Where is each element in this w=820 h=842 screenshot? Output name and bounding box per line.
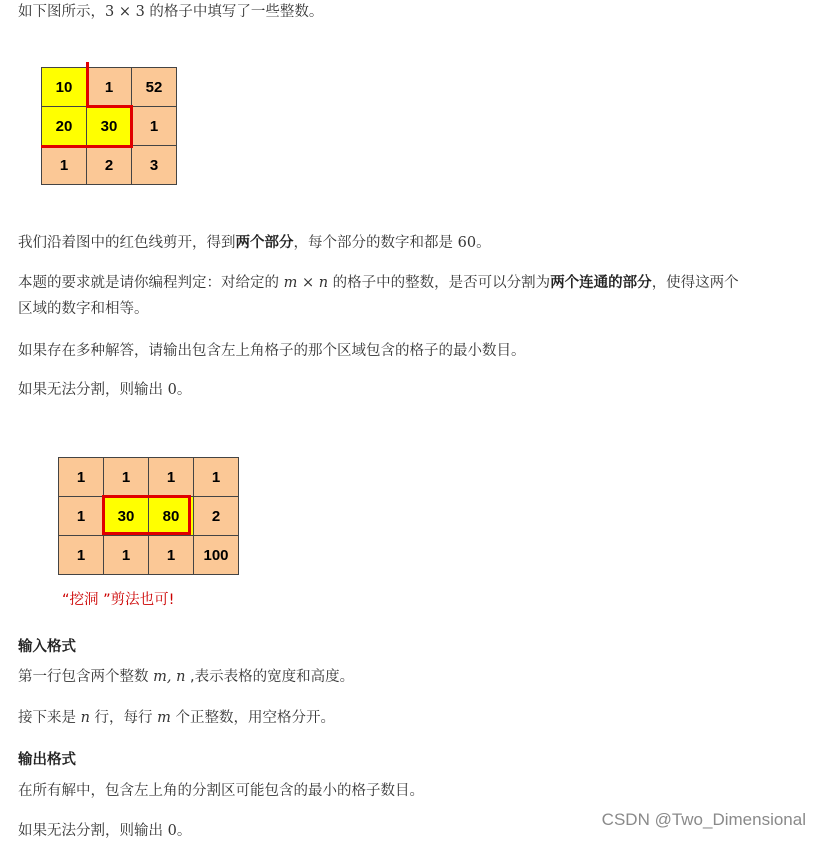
- para-no-split: [18, 379, 191, 401]
- output-line-1: 在所有解中，包含左上角的分割区可能包含的最小的格子数目。: [18, 783, 424, 799]
- grid2-cell: 1: [59, 458, 104, 497]
- para4-suffix: 。: [176, 382, 192, 398]
- grid2-cell: 80: [149, 497, 194, 536]
- grid1-cell: 20: [42, 107, 87, 146]
- output-line2-prefix: 如果无法分割，则输出: [18, 823, 168, 839]
- grid1-cell: 1: [42, 146, 87, 185]
- cut-line: [41, 145, 133, 148]
- hole-cut-outline: [102, 495, 191, 535]
- para-requirement-line2: 区域的数字和相等。: [18, 301, 149, 317]
- output-line-2: [18, 820, 191, 842]
- para2-prefix: 本题的要求就是请你编程判定：对给定的: [18, 275, 284, 291]
- para1-bold: 两个部分: [235, 235, 294, 251]
- grid1-cell: 3: [132, 146, 177, 185]
- times-sign: ×: [297, 275, 319, 291]
- var-n: n: [318, 275, 329, 291]
- para4-prefix: 如果无法分割，则输出: [18, 382, 168, 398]
- input-line2-mid: 行，每行: [89, 710, 158, 726]
- grid2-cell: 1: [59, 497, 104, 536]
- cut-line: [130, 105, 133, 148]
- para-requirement: [18, 272, 739, 294]
- intro-math: 3 × 3: [105, 4, 145, 20]
- grid2-cell: 1: [104, 536, 149, 575]
- para2-suffix: ，使得这两个: [651, 275, 739, 291]
- example-grid-1: [41, 67, 177, 185]
- intro-text: [18, 1, 323, 23]
- input-line-1: [18, 666, 354, 688]
- para2-bold: 两个连通的部分: [550, 275, 652, 291]
- grid2-cell: 100: [194, 536, 239, 575]
- grid1-cell: 52: [132, 68, 177, 107]
- output-line2-suffix: 。: [176, 823, 192, 839]
- para-multiple-answers: 如果存在多种解答，请输出包含左上角格子的那个区域包含的格子的最小数目。: [18, 343, 526, 359]
- para4-num: 0: [167, 382, 177, 398]
- grid2-cell: 2: [194, 497, 239, 536]
- grid2-cell: 1: [149, 536, 194, 575]
- input-heading: 输入格式: [18, 639, 76, 655]
- grid1-cell: 30: [87, 107, 132, 146]
- input-line2-prefix: 接下来是: [18, 710, 81, 726]
- para1-suffix: 。: [476, 235, 491, 251]
- input-line-2: [18, 707, 335, 729]
- intro-suffix: 的格子中填写了一些整数。: [144, 4, 324, 20]
- input-line2-suffix: 个正整数，用空格分开。: [170, 710, 336, 726]
- grid1-cell: 1: [87, 68, 132, 107]
- output-line2-num: 0: [167, 823, 177, 839]
- grid1-cell: 10: [42, 68, 87, 107]
- grid1-cell: 2: [87, 146, 132, 185]
- cut-line: [86, 105, 133, 108]
- var-m: m: [283, 275, 298, 291]
- para1-prefix: 我们沿着图中的红色线剪开，得到: [18, 235, 236, 251]
- input-line1-suffix: ,表示表格的宽度和高度。: [185, 669, 355, 685]
- grid2-cell: 30: [104, 497, 149, 536]
- output-heading: 输出格式: [18, 752, 76, 768]
- para-result: [18, 232, 491, 254]
- var-n: n: [80, 710, 90, 726]
- intro-prefix: 如下图所示，: [18, 4, 105, 20]
- grid2-cell: 1: [104, 458, 149, 497]
- grid2-cell: 1: [59, 536, 104, 575]
- grid2-cell: 1: [194, 458, 239, 497]
- var-m: m: [157, 710, 171, 726]
- para2-mid: 的格子中的整数，是否可以分割为: [328, 275, 551, 291]
- input-math-mn: m, n: [153, 669, 186, 685]
- para1-mid: ，每个部分的数字和都是: [293, 235, 458, 251]
- grid1-cell: 1: [132, 107, 177, 146]
- input-line1-prefix: 第一行包含两个整数: [18, 669, 154, 685]
- para1-num: 60: [457, 235, 477, 251]
- grid2-cell: 1: [149, 458, 194, 497]
- cut-line: [86, 62, 89, 108]
- hole-caption: “挖洞 ”剪法也可!: [62, 592, 175, 608]
- csdn-watermark: CSDN @Two_Dimensional: [601, 810, 806, 829]
